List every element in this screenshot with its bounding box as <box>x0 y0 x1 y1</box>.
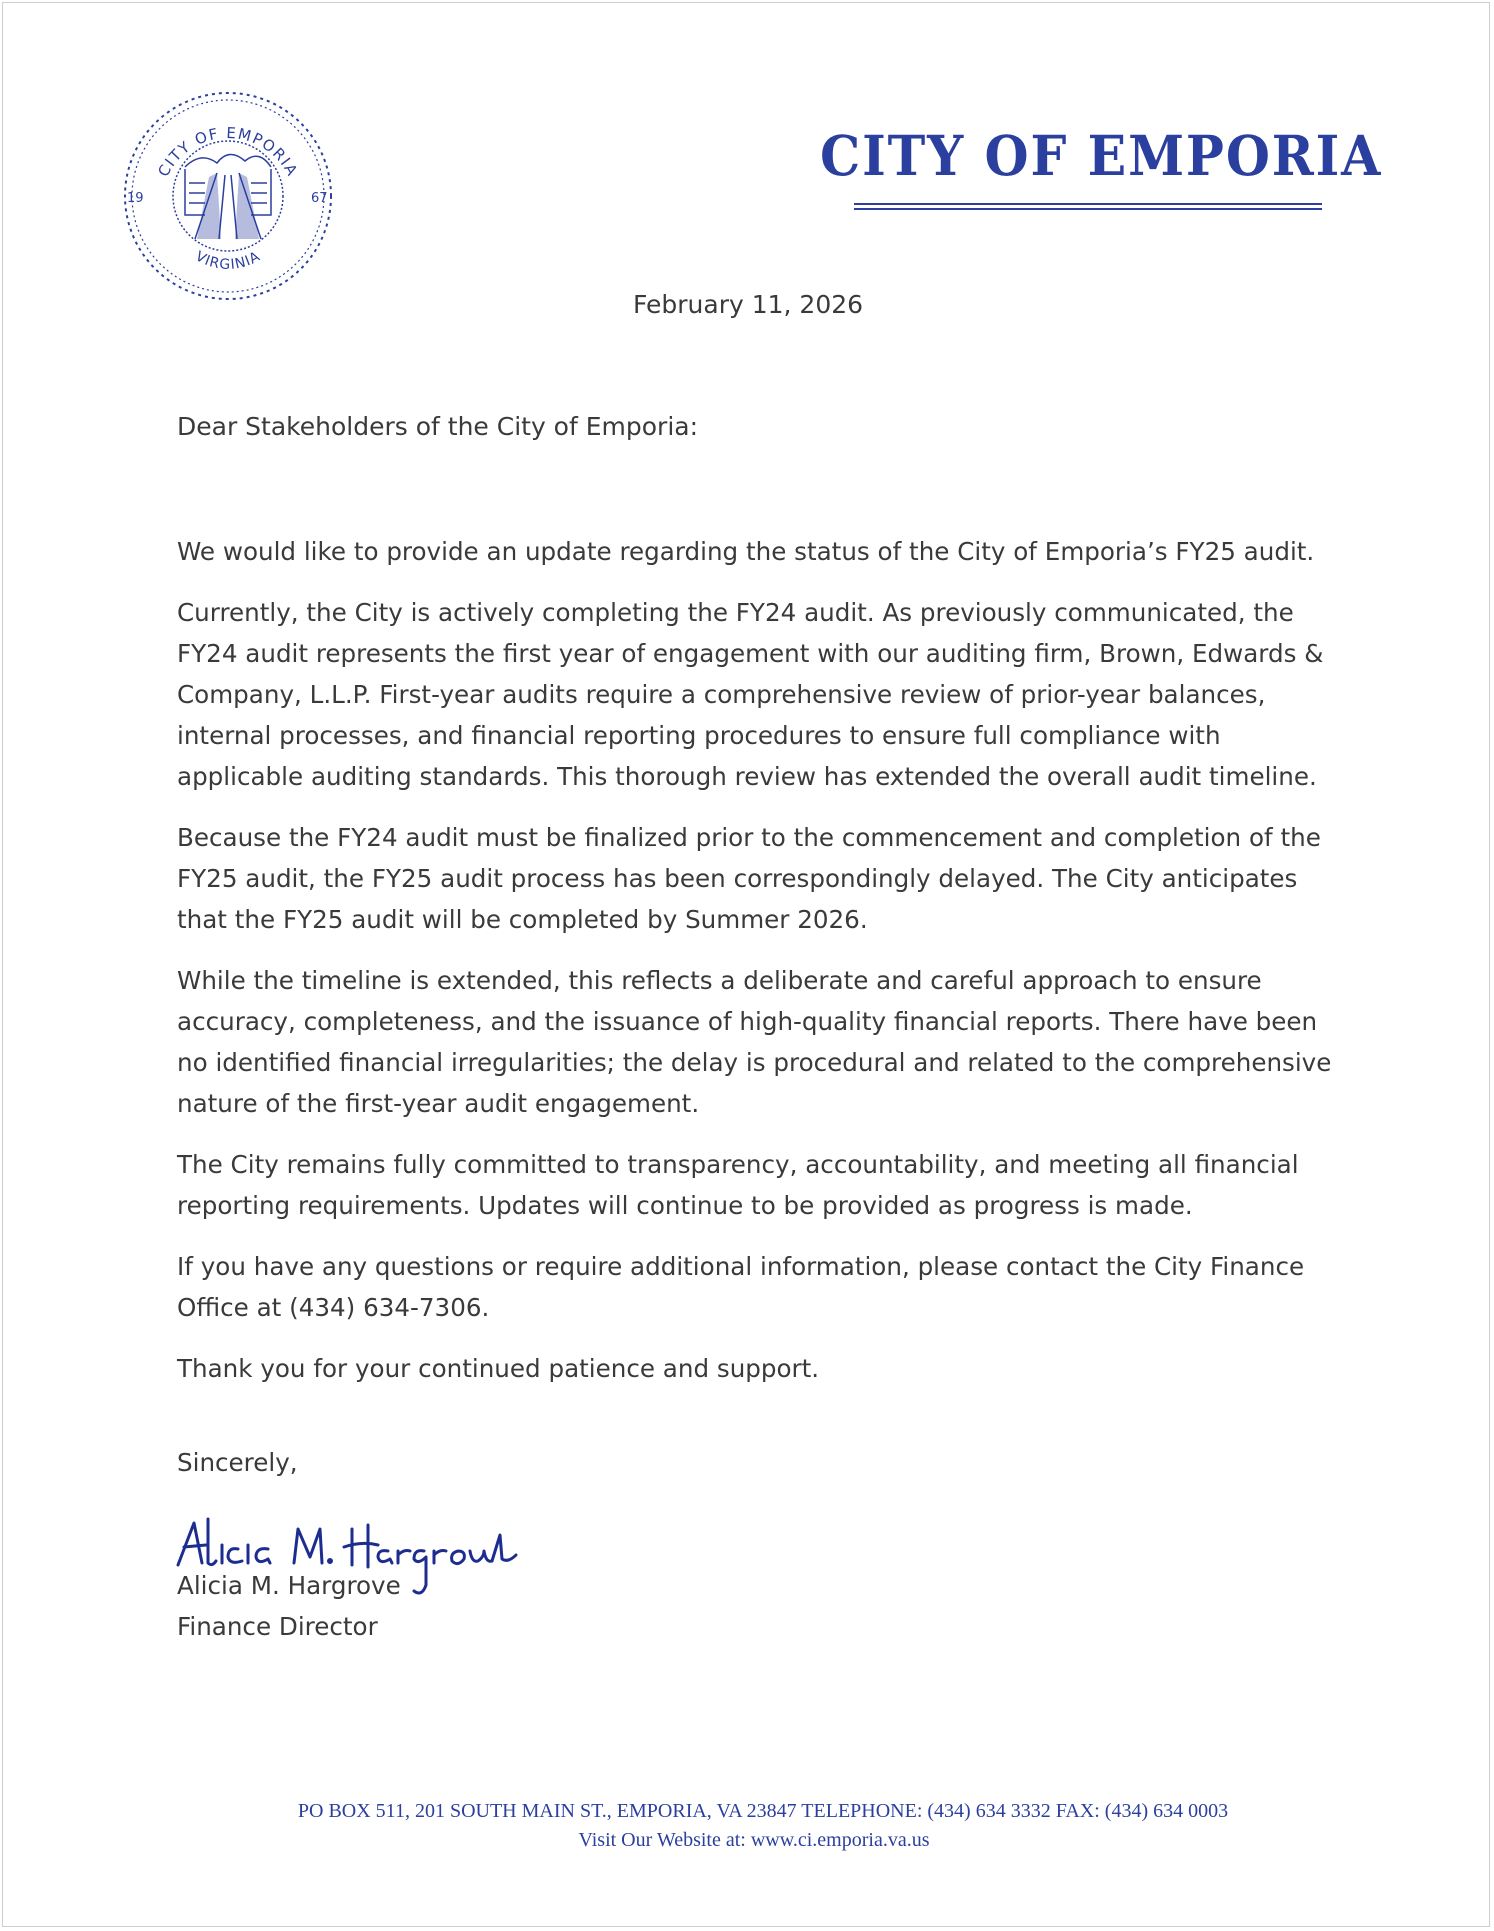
seal-year-left: 19 <box>127 191 144 206</box>
letter-footer <box>0 1797 1494 1855</box>
letter-date: February 11, 2026 <box>633 290 864 319</box>
letterhead-city-name: CITY OF EMPORIA <box>820 123 1383 188</box>
letter-paragraph: We would like to provide an update regarding the status of the City of Emporia’s FY25 audit. <box>177 537 1315 566</box>
city-seal-logo <box>113 87 343 305</box>
letter-body <box>177 531 1337 1409</box>
letter-paragraph: Currently, the City is actively completing the FY24 audit. As previously communicated, the FY24 audit represents the first year of engagement with our auditing firm, Brown, Edwards & Company, L.L.P. First-year audits require a comprehensive review of prior-year balances, internal processes, and financial reporting procedures to ensure full compliance with applicable auditing standards. This thorough review has extended the overall audit timeline. <box>177 598 1324 791</box>
svg-text:VIRGINIA <box>193 248 264 273</box>
signer-title: Finance Director <box>177 1612 378 1641</box>
letter-paragraph: Thank you for your continued patience and support. <box>177 1354 820 1383</box>
seal-top-text: CITY OF EMPORIA <box>154 123 302 180</box>
letter-paragraph: Because the FY24 audit must be finalized prior to the commencement and completion of the FY25 audit, the FY25 audit process has been correspondingly delayed. The City anticipates that the FY25 audit will be completed by Summer 2026. <box>177 823 1321 934</box>
seal-road-icon <box>185 154 271 239</box>
footer-address: PO BOX 511, 201 SOUTH MAIN ST., EMPORIA, VA 23847 TELEPHONE: (434) 634 3332 FAX: (434) 634 0003 <box>297 1800 1229 1822</box>
signer-name: Alicia M. Hargrove <box>177 1571 401 1600</box>
letter-paragraph: The City remains fully committed to transparency, accountability, and meeting all financial reporting requirements. Updates will continue to be provided as progress is made. <box>177 1150 1299 1220</box>
letter-paragraph: If you have any questions or require additional information, please contact the City Finance Office at (434) 634-7306. <box>177 1252 1305 1322</box>
svg-text:CITY OF EMPORIA <box>154 124 301 180</box>
letter-salutation: Dear Stakeholders of the City of Emporia: <box>177 412 699 441</box>
letter-paragraph: While the timeline is extended, this reflects a deliberate and careful approach to ensure accuracy, completeness, and the issuance of high-quality financial reports. There have been no identified financial irregularities; the delay is procedural and related to the comprehensive nature of the first-year audit engagement. <box>177 966 1332 1118</box>
letterhead-rule <box>854 203 1322 210</box>
seal-year-right: 67 <box>311 191 328 206</box>
seal-bottom-text: VIRGINIA <box>192 248 264 274</box>
letter-closing: Sincerely, <box>177 1448 298 1477</box>
footer-website: Visit Our Website at: www.ci.emporia.va.us <box>578 1829 930 1851</box>
